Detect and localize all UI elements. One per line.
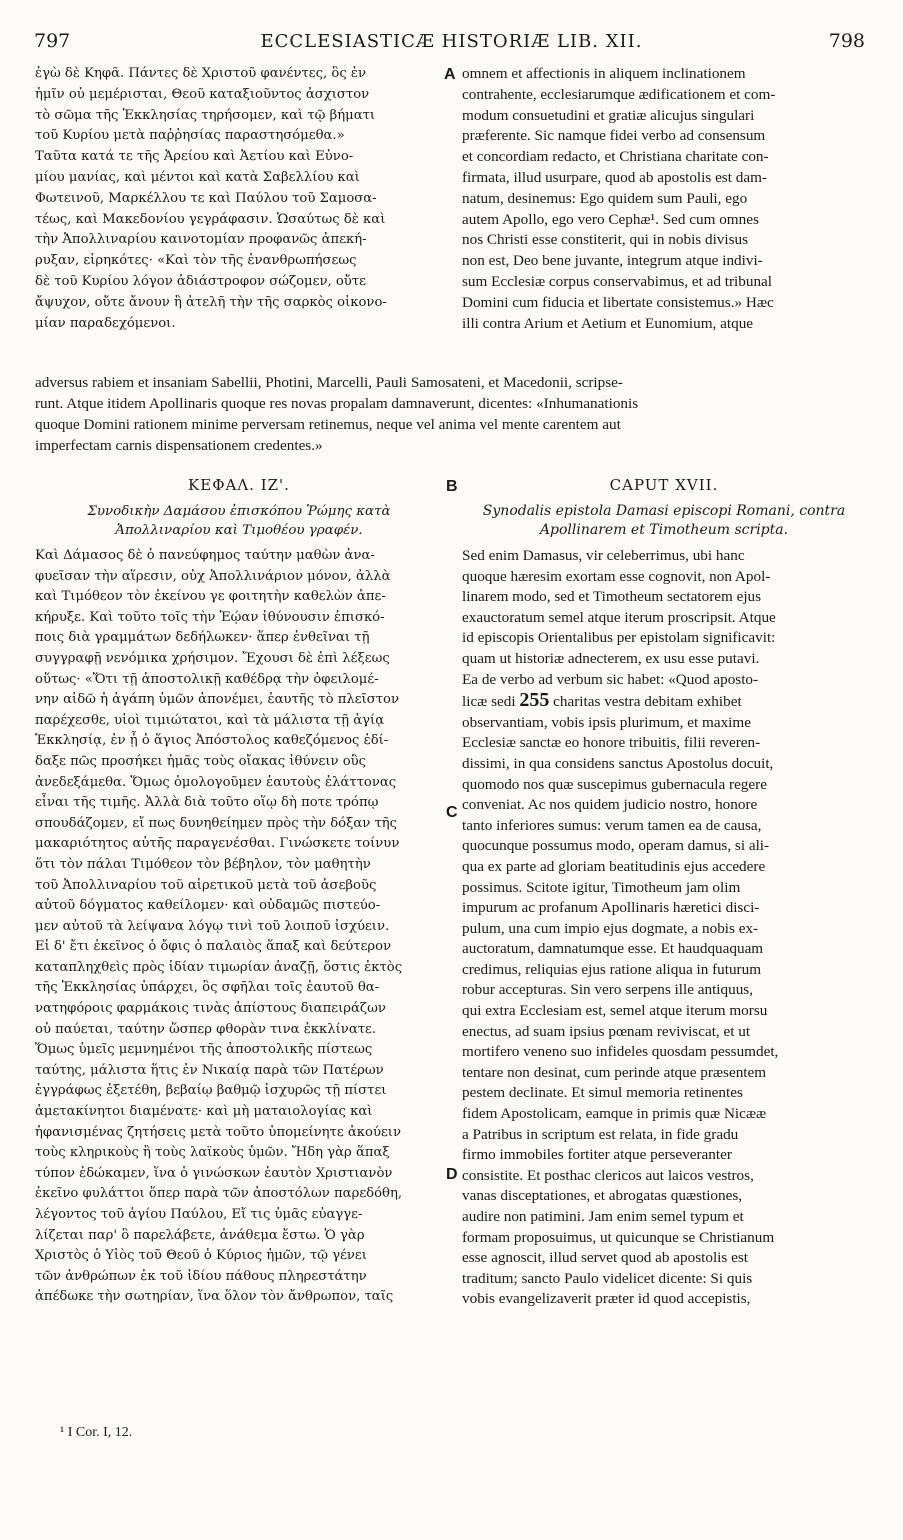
text-line: Χριστὸς ὁ Υἱὸς τοῦ Θεοῦ ὁ Κύριος ἡμῶν, τῷ γένει — [35, 1248, 367, 1264]
text-line: κήρυξε. Καὶ τοῦτο τοῖς τὴν Ἑῴαν ἰθύνουσιν ἐπισκό- — [35, 609, 385, 625]
text-line: συγγραφῇ νενόμικα χρήσιμον. Ἔχουσι δὲ ἐπὶ λέξεως — [35, 650, 390, 666]
text-line: μίου μανίας, καὶ μέντοι καὶ κατὰ Σαβελλίου καὶ — [35, 169, 360, 185]
text-line: Ταῦτα κατά τε τῆς Ἀρείου καὶ Ἀετίου καὶ Εὐνο- — [35, 149, 354, 165]
text-line: ἄψυχον, οὔτε ἄνουν ἢ ἀτελῆ τὴν τῆς σαρκὸς οἰκονο- — [35, 294, 387, 310]
text-line: quocunque possumus modo, operam damus, si ali- — [462, 837, 770, 855]
text-line: esse agnoscit, illud servet quod ab apostolis est — [462, 1249, 748, 1267]
text-line: ἡμῖν οὐ μεμέρισται, Θεοῦ καταξιοῦντος ἀσχιστον — [35, 86, 370, 102]
margin-marker-a: A — [444, 66, 456, 83]
greek-chapter-heading: ΚΕΦΑΛ. ΙΖ'. — [188, 476, 290, 494]
text-line: ἐγὼ δὲ Κηφᾶ. Πάντες δὲ Χριστοῦ φανέντες, ὃς ἐν — [35, 66, 366, 81]
text-line: ἀπέδωκε τὴν σωτηρίαν, ἵνα ὅλον τὸν ἄνθρωπον, ταῖς — [35, 1289, 394, 1305]
latin-chapter-subtitle — [462, 502, 866, 540]
text-line: ἐκεῖνο φυλάττοι ὅπερ παρὰ τῶν ἀποστόλων παρεδόθη, — [35, 1186, 403, 1202]
text-line: λέγοντος τοῦ ἁγίου Παύλου, Εἴ τις ὑμᾶς εὐαγγε- — [35, 1207, 363, 1222]
text-line: μακαριότητος αὐτῆς παραγενέσθαι. Γινώσκετε τοίνυν — [35, 836, 400, 852]
text-line: pestem declinate. Et simul memoria retinentes — [462, 1084, 743, 1102]
text-line: εἶναι τῆς τιμῆς. Ἀλλὰ διὰ τοῦτο οἵῳ δὴ ποτε τρόπῳ — [35, 795, 379, 811]
text-line: possimus. Scitote igitur, Timotheum jam olim — [462, 878, 741, 896]
text-line: consistite. Et posthac clericos aut laicos vestros, — [462, 1166, 754, 1184]
text-line: ἀνεδεξάμεθα. Ὅμως ὁμολογοῦμεν ἑαυτοὺς ἐλάττονας — [35, 774, 397, 790]
text-line: vobis evangelizaverit præter id quod accepistis, — [462, 1290, 751, 1308]
text-line: impurum ac profanum Apollinaris hæretici disci- — [462, 899, 760, 917]
text-line: quam ut historiæ adnecterem, ex usu esse putavi. — [462, 649, 760, 667]
text-line: tentare non desinat, cum perinde atque præsentem — [462, 1063, 767, 1081]
footnote: ¹ I Cor. I, 12. — [60, 1425, 133, 1440]
text-line: firmo immobiles fortiter atque perseveranter — [462, 1146, 732, 1164]
text-line: Sed enim Damasus, vir celeberrimus, ubi hanc — [462, 547, 745, 564]
text-line: pulum, una cum impio ejus dogmate, a nobis ex- — [462, 919, 759, 937]
text-line: linarem modo, sed et Timotheum sectatorem ejus — [462, 588, 762, 606]
text-line: sum Ecclesiæ corpus conservabimus, et ad tribunal — [462, 272, 773, 290]
text-line: quoque Domini rationem minime perversam retinemus, neque vel anima vel mente carentem aut — [35, 416, 621, 433]
text-line: οὕτως· «Ὅτι τῇ ἀποστολικῇ καθέδρᾳ τὴν ὀφειλομέ- — [35, 671, 379, 687]
text-line: licæ sedi 255 charitas vestra debitam exhibet — [462, 690, 742, 712]
text-line: audire non patimini. Jam enim semel typum et — [462, 1208, 744, 1225]
text-line: observantiam, vobis ipsis plurimum, et maxime — [462, 713, 751, 731]
text-line: Καὶ Δάμασος δὲ ὁ πανεύφημος ταύτην μαθὼν ἀνα- — [35, 548, 375, 563]
text-line: καταπληχθεὶς πρὸς ἰδίαν τιμωρίαν ἀναζῇ, ὅστις ἐκτὸς — [35, 959, 403, 975]
greek-subtitle-line: Ἀπολλιναρίου καὶ Τιμοθέου γραφέν. — [115, 523, 363, 538]
text-line: ἠφανισμένας ζητήσεις μετὰ τοῦτο ὑπομείνητε ἀκούειν — [35, 1124, 401, 1140]
text-line: παρέχεσθε, υἱοὶ τιμιώτατοι, καὶ τὰ μάλιστα τῇ ἁγίᾳ — [35, 712, 385, 728]
text-line: τέως, καὶ Μακεδονίου γεγράφασιν. Ὡσαύτως δὲ καὶ — [35, 211, 386, 227]
text-line: τοῦ Κυρίου μετὰ παῤῥησίας παραστησόμεθα.» — [35, 128, 345, 144]
text-line: τῆς Ἐκκλησίας ὑπάρχει, ὃς σφῆλαι τοῖς ἑαυτοῦ θα- — [35, 980, 380, 996]
text-line: τοὺς κληρικοὺς ἢ τοὺς λαϊκοὺς ὑμῶν. Ἤδη γὰρ ἅπαξ — [35, 1145, 390, 1161]
text-line: mortifero veneno suo infideles quosdam pessumdet, — [462, 1043, 779, 1061]
text-line: imperfectam carnis dispensationem credentes.» — [35, 437, 323, 454]
text-line: fidem Apostolicam, eamque in primis quæ Nicææ — [462, 1105, 767, 1123]
text-line: ποις διὰ γραμμάτων δεδήλωκεν· ἅπερ ἐνθεῖναι τῇ — [35, 630, 370, 646]
text-line: non est, Deo bene juvante, integrum atque indivi- — [462, 252, 763, 270]
text-line: καὶ Τιμόθεον τὸν ἐκείνου γε φοιτητὴν καθελὼν ἀπε- — [35, 589, 386, 605]
text-line: ρυξαν, εἰρηκότες· «Καὶ τὸν τῆς ἐνανθρωπήσεως — [35, 253, 357, 269]
text-line: contrahente, ecclesiarumque ædificationem et com- — [462, 85, 776, 103]
text-line: autem Apollo, ego vero Cephæ¹. Sed cum omnes — [462, 210, 759, 228]
text-line: a Patribus in scriptum est relata, in fide gradu — [462, 1125, 739, 1143]
text-line: νατηφόροις φαρμάκοις τινὰς ἀπίστους διαπειράζων — [35, 1001, 386, 1017]
text-line: robur accepturas. Sin vero serpens ille antiquus, — [462, 981, 754, 999]
text-line: firmata, illud usurpare, quod ab apostolis est dam- — [462, 168, 767, 186]
text-line: dissimi, in qua considens sanctus Apostolus docuit, — [462, 754, 774, 772]
text-line: illi contra Arium et Aetium et Eunomium, atque — [462, 314, 754, 332]
text-line: ἐγγράφως ἐξετέθη, βεβαίῳ βαθμῷ ἰσχυρῶς τῇ πίστει — [35, 1083, 387, 1099]
text-line: ὅτι τὸν πάλαι Τιμόθεον τὸν βέβηλον, τὸν μαθητὴν — [35, 856, 371, 872]
text-line: formam proposuimus, ut quicunque se Christianum — [462, 1228, 775, 1246]
text-line: ταύτης, μάλιστα ἥτις ἐν Νικαίᾳ παρὰ τῶν Πατέρων — [35, 1062, 384, 1078]
text-line: præferente. Sic namque fidei verbo ad consensum — [462, 127, 766, 145]
text-line: credimus, reliquias ejus ratione aliqua in futurum — [462, 960, 762, 978]
latin-subtitle-line: Apollinarem et Timotheum scripta. — [539, 522, 789, 538]
text-line: δαξε πῶς προσήκει ἡμᾶς τοὺς οἴακας ἰθύνειν οὓς — [35, 753, 367, 769]
text-line: δὲ τοῦ Κυρίου λόγον ἀδιάστροφον σώζομεν, οὔτε — [35, 273, 366, 289]
margin-marker-c: C — [446, 804, 458, 821]
text-line: qua ex parte ad gloriam beatitudinis ejus accedere — [462, 857, 766, 875]
latin-full-width-paragraph — [35, 372, 866, 456]
text-line: tanto inferiores sumus: verum tamen ea de causa, — [462, 816, 762, 834]
text-line: φυεῖσαν τὴν αἵρεσιν, οὐχ Ἀπολλινάριον μόνον, ἀλλὰ — [35, 568, 391, 584]
text-line: σπουδάζομεν, εἴ πως δυνηθείημεν πρὸς τὴν δόξαν τῆς — [35, 815, 398, 831]
text-line: αὐτοῦ δόγματος καθείλομεν· καὶ οὐδαμῶς πιστεύο- — [35, 898, 381, 914]
text-line: id episcopis Orientalibus per epistolam significavit: — [462, 629, 776, 647]
text-line: conveniat. Ac nos quidem judicio nostro, honore — [462, 796, 758, 814]
greek-subtitle-line: Συνοδικὴν Δαμάσου ἐπισκόπου Ῥώμης κατὰ — [87, 504, 391, 519]
margin-marker-b: B — [446, 478, 458, 495]
text-line: enectus, ad suam ipsius pœnam reviviscat, et ut — [462, 1022, 751, 1040]
text-line: Ea de verbo ad verbum sic habet: «Quod aposto- — [462, 670, 759, 688]
text-line: Ὅμως ὑμεῖς μεμνημένοι τῆς ἀποστολικῆς πίστεως — [35, 1042, 373, 1058]
text-line: traditum; sancto Paulo videlicet dicente: Si quis — [462, 1269, 753, 1287]
text-line: τὴν Ἀπολλιναρίου καινοτομίαν προφανῶς ἀπεκή- — [35, 232, 367, 248]
text-line: οὐ παύεται, ταύτην ὥσπερ φθορὰν τινα ἐκκλίνατε. — [35, 1021, 377, 1037]
latin-chapter-heading: CAPUT XVII. — [609, 476, 719, 494]
text-line: exauctoratum semel atque iterum proscripsit. Atque — [462, 608, 776, 626]
text-line: λίζεται παρ' ὃ παρελάβετε, ἀνάθεμα ἔστω. Ὁ γὰρ — [35, 1227, 365, 1243]
latin-subtitle-line: Synodalis epistola Damasi episcopi Romani, contra — [482, 503, 846, 519]
text-line: runt. Atque itidem Apollinaris quoque res novas propalam damnaverunt, dicentes: «Inhumanationis — [35, 395, 639, 412]
text-line: Φωτεινοῦ, Μαρκέλλου τε καὶ Παύλου τοῦ Σαμοσα- — [35, 190, 377, 206]
greek-column-bottom — [35, 546, 443, 1308]
latin-column-bottom — [462, 546, 866, 1310]
page-number-right: 798 — [828, 30, 865, 52]
text-line: natum, desinemus: Ego quidem sum Pauli, ego — [462, 189, 748, 207]
greek-chapter-subtitle — [35, 502, 443, 540]
text-line: νην αἰδῶ ἡ ἀγάπη ὑμῶν ἀπονέμει, ἑαυτῆς τὸ πλεῖστον — [35, 692, 399, 708]
text-line: et concordiam redacto, et Christiana charitate con- — [462, 148, 769, 166]
text-line: adversus rabiem et insaniam Sabellii, Photini, Marcelli, Pauli Samosateni, et Macedonii, scripse- — [35, 374, 623, 391]
text-line: Ecclesiæ sanctæ eo honore tribuitis, filii reveren- — [462, 734, 761, 752]
text-line: auctoratum, damnatumque esse. Et haudquaquam — [462, 940, 764, 958]
latin-column-top — [462, 64, 866, 334]
text-line: Domini cum fiducia et libertate consistemus.» Hæc — [462, 293, 774, 311]
text-line: vanas disceptationes, et abrogatas quæstiones, — [462, 1187, 743, 1205]
text-line: τὸ σῶμα τῆς Ἐκκλησίας τηρήσομεν, καὶ τῷ βήματι — [35, 107, 376, 123]
text-line: ἀμετακίνητοι διαμένατε· καὶ μὴ ματαιολογίας καὶ — [35, 1104, 373, 1120]
text-line: nos Christi esse constiterit, qui in nobis divisus — [462, 231, 749, 249]
greek-column-top — [35, 64, 443, 334]
text-line: τύπον ἐδώκαμεν, ἵνα ὁ γινώσκων ἑαυτὸν Χριστιανὸν — [35, 1165, 393, 1181]
text-line: omnem et affectionis in aliquem inclinationem — [462, 65, 746, 82]
text-line: Ἐκκλησίᾳ, ἐν ᾗ ὁ ἅγιος Ἀπόστολος καθεζόμενος ἐδί- — [35, 733, 389, 749]
text-line: Εἰ δ' ἔτι ἐκεῖνος ὁ ὄφις ὁ παλαιὸς ἅπαξ καὶ δεύτερον — [35, 939, 392, 955]
text-line: modum consuetudini et gratiæ alicujus singulari — [462, 106, 755, 124]
text-line: μίαν παραδεχόμενοι. — [35, 315, 176, 331]
text-line: qui extra Ecclesiam est, semel atque iterum morsu — [462, 1002, 768, 1020]
text-line: τῶν ἀνθρώπων ἐκ τοῦ ἰδίου πάθους πληρεστάτην — [35, 1268, 367, 1284]
text-line: quomodo nos quæ suscepimus gubernacula regere — [462, 775, 767, 793]
text-line: τοῦ Ἀπολλιναρίου τοῦ αἱρετικοῦ μετὰ τοῦ ἀσεβοῦς — [35, 877, 377, 893]
running-title: ECCLESIASTICÆ HISTORIÆ LIB. XII. — [260, 31, 643, 52]
page-number-left: 797 — [34, 30, 71, 52]
text-line: quoque hæresim exortam esse cognovit, non Apol- — [462, 567, 771, 585]
text-line: μεν αὐτοῦ τὰ λείψανα λόγῳ τινὶ τοῦ λοιποῦ ἰσχύειν. — [35, 918, 390, 934]
margin-marker-d: D — [446, 1166, 458, 1183]
